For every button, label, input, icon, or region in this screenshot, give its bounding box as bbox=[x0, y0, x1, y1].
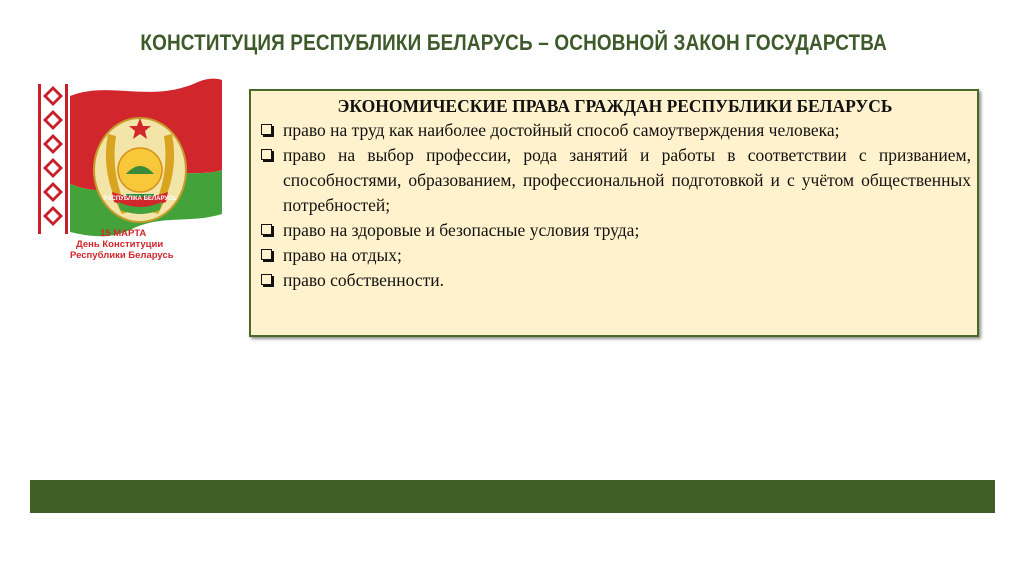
list-item bbox=[259, 143, 971, 218]
emblem-caption-date: 15 МАРТА bbox=[100, 228, 147, 239]
ornament-strip bbox=[36, 84, 70, 242]
list-item bbox=[259, 268, 971, 293]
list-item bbox=[259, 218, 971, 243]
checkbox-bullet-icon bbox=[261, 124, 272, 135]
list-item bbox=[259, 118, 971, 143]
list-item-text: право на здоровые и безопасные условия труда; bbox=[283, 220, 640, 240]
rights-list bbox=[259, 118, 971, 293]
emblem-ribbon-text: РЭСПУБЛІКА БЕЛАРУСЬ bbox=[103, 196, 177, 202]
list-item-text: право на отдых; bbox=[283, 245, 402, 265]
emblem-caption-title: День Конституции bbox=[76, 239, 164, 250]
checkbox-bullet-icon bbox=[261, 274, 272, 285]
economic-rights-box bbox=[249, 89, 979, 337]
checkbox-bullet-icon bbox=[261, 224, 272, 235]
list-item-text: право на выбор профессии, рода занятий и работы в соответствии с призванием, способностями, образованием, профессиональной подготовкой и с учётом общественных потребностей; bbox=[283, 145, 971, 215]
list-item-text: право собственности. bbox=[283, 270, 444, 290]
bottom-bar bbox=[30, 480, 995, 513]
box-heading: ЭКОНОМИЧЕСКИЕ ПРАВА ГРАЖДАН РЕСПУБЛИКИ БЕЛАРУСЬ bbox=[337, 96, 893, 116]
slide-title: КОНСТИТУЦИЯ РЕСПУБЛИКИ БЕЛАРУСЬ – ОСНОВНОЙ ЗАКОН ГОСУДАРСТВА bbox=[140, 30, 888, 55]
constitution-day-emblem bbox=[30, 74, 230, 264]
checkbox-bullet-icon bbox=[261, 149, 272, 160]
list-item-text: право на труд как наиболее достойный способ самоутверждения человека; bbox=[283, 120, 840, 140]
belarus-emblem-icon bbox=[30, 74, 230, 264]
emblem-caption-country: Республики Беларусь bbox=[70, 250, 174, 261]
list-item bbox=[259, 243, 971, 268]
checkbox-bullet-icon bbox=[261, 249, 272, 260]
state-emblem bbox=[94, 118, 186, 222]
